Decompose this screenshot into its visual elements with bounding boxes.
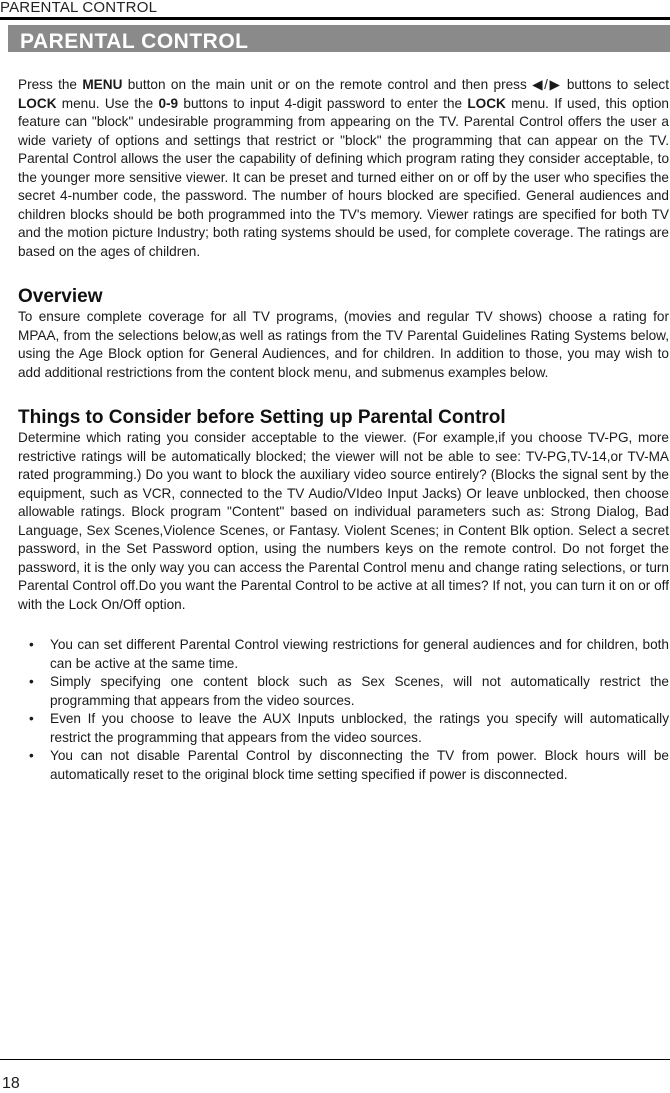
list-item-text: Simply specifying one content block such as Sex Scenes, will not automatically restrict the programming that appears from the video sources.	[50, 674, 669, 708]
overview-paragraph: To ensure complete coverage for all TV programs, (movies and regular TV shows) choose a rating for MPAA, from the selections below,as well as ratings from the TV Parental Guidelines Rating Systems below, using the Age Block option for General Audiences, and for children. In addition to those, you may wish to add additional restrictions from the content block menu, and submenus examples below.	[18, 309, 669, 380]
header-rule	[0, 17, 670, 20]
intro-text-3: menu. Use the	[56, 95, 159, 111]
notes-list	[18, 636, 669, 784]
section-title: PARENTAL CONTROL	[20, 30, 249, 53]
section-title-band	[8, 25, 670, 52]
consider-heading: Things to Consider before Setting up Parental Control	[18, 407, 506, 428]
overview-heading: Overview	[18, 286, 103, 307]
list-item-text: You can not disable Parental Control by disconnecting the TV from power. Block hours will be automatically reset to the original block time setting specified if power is disconnected.	[50, 748, 669, 782]
intro-text-4: buttons to input 4-digit password to enter the	[178, 95, 468, 111]
bullet-icon: •	[29, 637, 34, 652]
page-content	[18, 76, 669, 784]
list-item	[18, 636, 669, 673]
consider-paragraph: Determine which rating you consider acceptable to the viewer. (For example,if you choose TV-PG, more restrictive ratings will be automatically blocked; the viewer will not be able to see: TV-PG,TV-14,or TV-MA rated programming.) Do you want to block the auxiliary video source entirely? (Blocks the signal sent by the equipment, such as VCR, connected to the TV Audio/VIdeo Input Jacks) Or leave unblocked, then choose allowable ratings. Block program "Content" based on individual parameters such as: Strong Dialog, Bad Language, Sex Scenes,Violence Scenes, or Fantasy. Violent Scenes; in Content Blk option. Select a secret password, in the Set Password option, using the numbers keys on the remote control. Do not forget the password, it is the only way you can access the Parental Control menu and change rating selections, or turn Parental Control off.Do you want the Parental Control to be active at all times? If not, you can turn it on or off with the Lock On/Off option.	[18, 430, 669, 612]
intro-text-5: menu. If used, this option feature can "block" undesirable programming from appearing on the TV. Parental Control offers the user a wide variety of options and settings that restrict or "block" the programming that can appear on the TV. Parental Control allows the user the capability of defining which program rating they consider acceptable, to the younger more sensitive viewer. It can be preset and turned either on or off by the user who specifies the secret 4-number code, the password. The number of hours blocked are specified. General audiences and children blocks should be both programmed into the TV's memory. Viewer ratings are specified for both TV and the motion picture Industry; both rating systems should be used, for complete coverage. The ratings are based on the ages of children.	[18, 95, 669, 259]
running-head: PARENTAL CONTROL	[0, 0, 158, 16]
list-item-text: Even If you choose to leave the AUX Inputs unblocked, the ratings you specify will automatically restrict the programming that appears from the video sources.	[50, 711, 669, 745]
list-item-text: You can set different Parental Control viewing restrictions for general audiences and for children, both can be active at the same time.	[50, 637, 669, 671]
lock-keyword: LOCK	[18, 95, 57, 111]
list-item	[18, 747, 669, 784]
intro-text-2: button on the main unit or on the remote control and then press ◀/▶ buttons to select	[122, 77, 669, 92]
footer-rule	[0, 1059, 670, 1060]
list-item	[18, 673, 669, 710]
bullet-icon: •	[29, 748, 34, 763]
bullet-icon: •	[29, 674, 34, 689]
intro-paragraph	[18, 76, 669, 261]
digits-keyword: 0-9	[158, 95, 179, 111]
intro-text-1: Press the	[18, 77, 83, 92]
bullet-icon: •	[29, 711, 34, 726]
lock-keyword-2: LOCK	[467, 95, 506, 111]
list-item	[18, 710, 669, 747]
page-number: 18	[2, 1075, 20, 1092]
menu-keyword: MENU	[82, 77, 123, 92]
